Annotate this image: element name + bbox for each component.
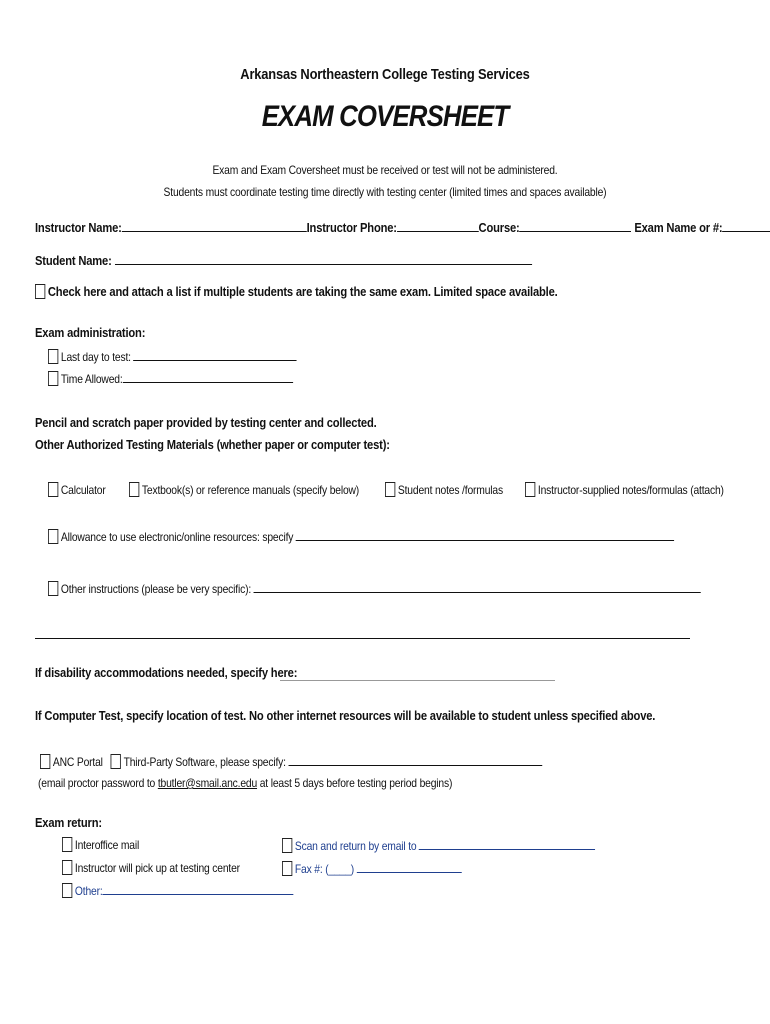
- course-label: Course:: [478, 220, 520, 235]
- student-row: [35, 252, 532, 268]
- last-day-row: [48, 348, 297, 364]
- student-notes-option: [385, 482, 503, 497]
- organization-title: Arkansas Northeastern College Testing Services: [240, 66, 530, 83]
- student-name-field[interactable]: [115, 252, 532, 265]
- allowance-checkbox[interactable]: [48, 529, 58, 544]
- textbook-checkbox[interactable]: [129, 482, 139, 497]
- time-allowed-row: [48, 370, 293, 386]
- instructor-phone-label: Instructor Phone:: [306, 220, 397, 235]
- exam-name-label: Exam Name or #:: [634, 220, 723, 235]
- instructor-name-field[interactable]: [122, 219, 307, 232]
- multiple-students-checkbox[interactable]: [35, 284, 45, 299]
- pickup-option: [62, 860, 240, 875]
- computer-test-notice: If Computer Test, specify location of test. No other internet resources will be available to student unless specified above.: [35, 708, 656, 723]
- proctor-email-prefix: (email proctor password to: [38, 776, 158, 790]
- interoffice-option: [62, 837, 139, 852]
- instructor-notes-label: Instructor-supplied notes/formulas (attach): [537, 483, 724, 497]
- other-instructions-checkbox[interactable]: [48, 581, 58, 596]
- last-day-label: Last day to test:: [60, 350, 134, 364]
- proctor-email-link[interactable]: tbutler@smail.anc.edu: [157, 776, 258, 790]
- multiple-students-label: Check here and attach a list if multiple students are taking the same exam. Limited space available.: [47, 284, 558, 299]
- disability-field[interactable]: [280, 680, 555, 681]
- other-authorized-heading: Other Authorized Testing Materials (whether paper or computer test):: [35, 437, 390, 452]
- instructor-notes-option: [525, 482, 724, 497]
- last-day-field[interactable]: [134, 348, 297, 361]
- calculator-label: Calculator: [60, 483, 106, 497]
- anc-portal-label: ANC Portal: [52, 755, 103, 769]
- scan-label: Scan and return by email to: [294, 839, 420, 853]
- page-title: EXAM COVERSHEET: [261, 100, 509, 133]
- pencil-notice: Pencil and scratch paper provided by testing center and collected.: [35, 415, 377, 430]
- other-instructions-continuation-line[interactable]: [35, 638, 690, 639]
- student-notes-label: Student notes /formulas: [397, 483, 503, 497]
- course-field[interactable]: [520, 219, 632, 232]
- fax-checkbox[interactable]: [282, 861, 292, 876]
- scan-email-field[interactable]: [419, 837, 595, 850]
- disability-label: If disability accommodations needed, specify here:: [35, 665, 298, 680]
- anc-portal-checkbox[interactable]: [40, 754, 50, 769]
- interoffice-checkbox[interactable]: [62, 837, 72, 852]
- administration-heading: Exam administration:: [35, 325, 146, 340]
- fax-option: [282, 860, 462, 876]
- other-return-option: [62, 882, 293, 898]
- textbook-label: Textbook(s) or reference manuals (specify below): [141, 483, 360, 497]
- other-return-field[interactable]: [103, 882, 294, 895]
- fax-label: Fax #: (____): [294, 862, 357, 876]
- other-instructions-label: Other instructions (please be very specific):: [60, 582, 254, 596]
- time-allowed-checkbox[interactable]: [48, 371, 58, 386]
- instructor-notes-checkbox[interactable]: [525, 482, 535, 497]
- calculator-option: [48, 482, 106, 497]
- student-name-label: Student Name:: [35, 253, 112, 268]
- third-party-label: Third-Party Software, please specify:: [123, 755, 289, 769]
- allowance-field[interactable]: [296, 528, 674, 541]
- calculator-checkbox[interactable]: [48, 482, 58, 497]
- notice-line-1: Exam and Exam Coversheet must be received or test will not be administered.: [212, 163, 558, 177]
- pickup-checkbox[interactable]: [62, 860, 72, 875]
- exam-name-field[interactable]: [722, 219, 770, 232]
- pickup-label: Instructor will pick up at testing center: [74, 861, 240, 875]
- other-return-checkbox[interactable]: [62, 883, 72, 898]
- proctor-email-note: [38, 776, 452, 790]
- exam-return-heading: Exam return:: [35, 815, 102, 830]
- multiple-students-row: [35, 284, 558, 299]
- interoffice-label: Interoffice mail: [74, 838, 140, 852]
- textbook-option: [129, 482, 359, 497]
- scan-option: [282, 837, 595, 853]
- student-notes-checkbox[interactable]: [385, 482, 395, 497]
- instructor-row: [35, 219, 770, 235]
- proctor-email-suffix: at least 5 days before testing period begins): [257, 776, 453, 790]
- notice-line-2: Students must coordinate testing time directly with testing center (limited times and spaces available): [163, 185, 607, 199]
- third-party-field[interactable]: [289, 753, 543, 766]
- time-allowed-label: Time Allowed:: [60, 372, 123, 386]
- scan-checkbox[interactable]: [282, 838, 292, 853]
- other-return-label: Other:: [74, 884, 103, 898]
- other-instructions-field[interactable]: [254, 580, 701, 593]
- last-day-checkbox[interactable]: [48, 349, 58, 364]
- instructor-name-label: Instructor Name:: [35, 220, 122, 235]
- fax-number-field[interactable]: [357, 860, 462, 873]
- third-party-checkbox[interactable]: [111, 754, 121, 769]
- other-instructions-row: [48, 580, 701, 596]
- computer-options-row: [40, 753, 542, 769]
- instructor-phone-field[interactable]: [397, 219, 479, 232]
- time-allowed-field[interactable]: [123, 370, 293, 383]
- allowance-label: Allowance to use electronic/online resources: specify: [60, 530, 296, 544]
- allowance-row: [48, 528, 674, 544]
